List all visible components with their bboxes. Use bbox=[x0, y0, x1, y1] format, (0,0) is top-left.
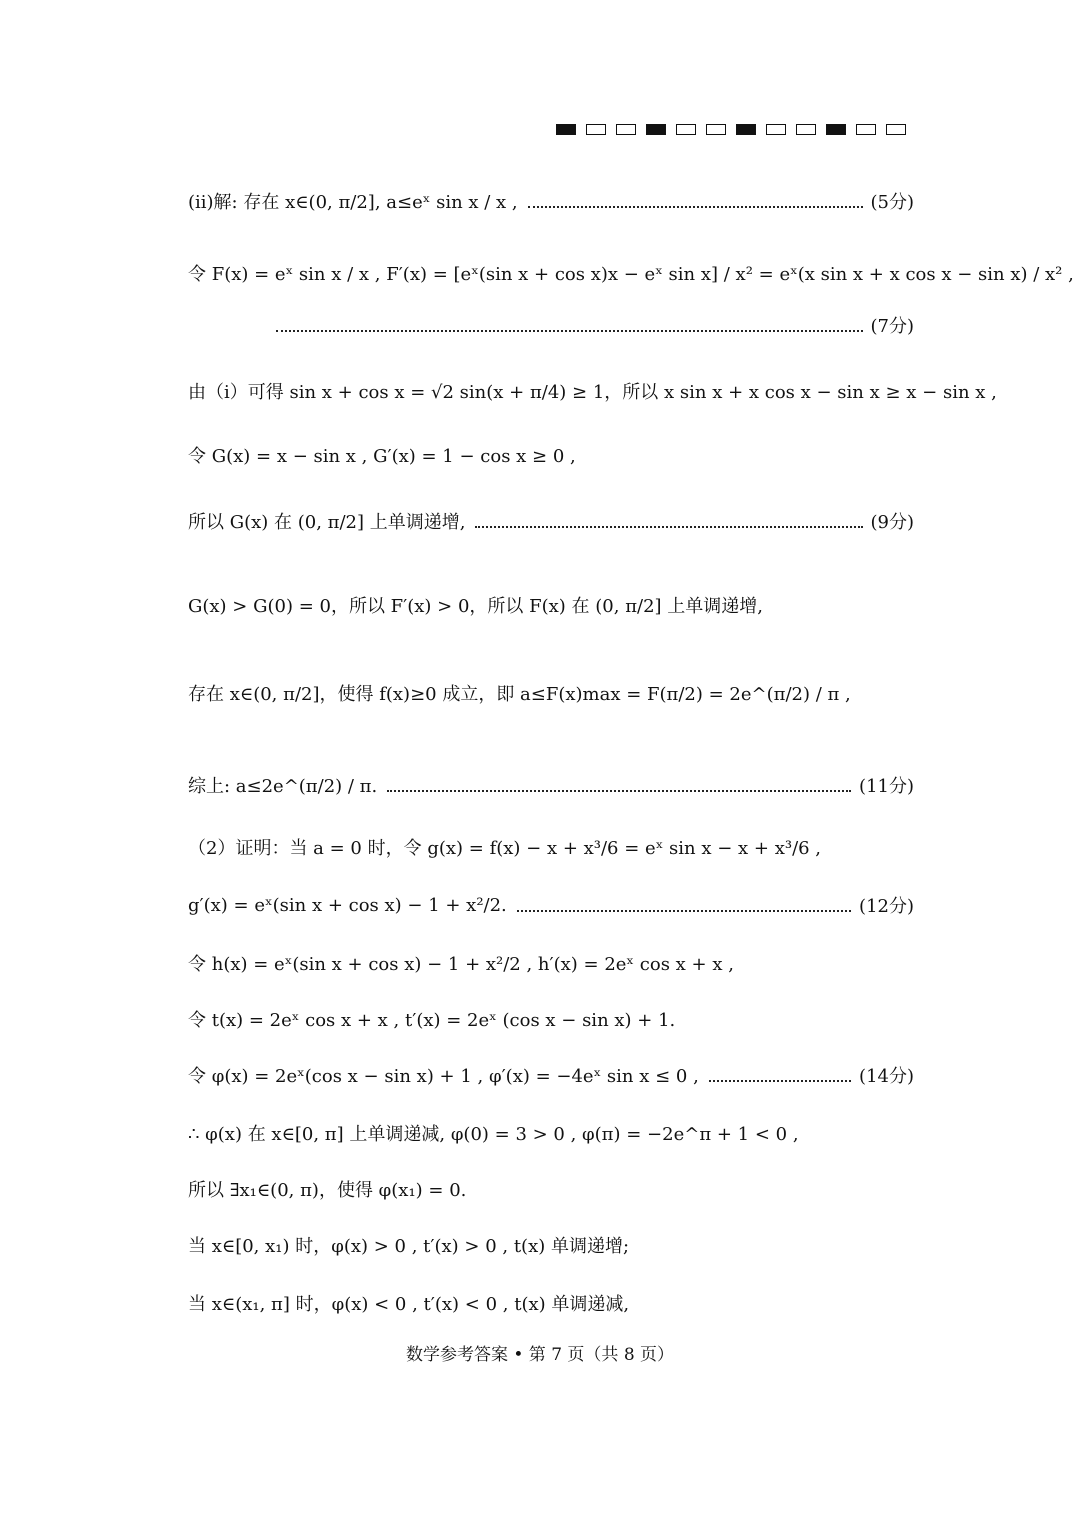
line-text: 存在 x∈(0, π/2]，使得 f(x)≥0 成立，即 a≤F(x)max = F(π/2) = 2e^(π/2) / π , bbox=[188, 684, 851, 705]
define-phi-line bbox=[188, 1062, 914, 1088]
part-2-line bbox=[188, 834, 914, 860]
exists-x1-line bbox=[188, 1176, 914, 1202]
line-text: 当 x∈[0, x₁) 时，φ(x) > 0 , t′(x) > 0 , t(x) 单调递增; bbox=[188, 1236, 630, 1257]
page-footer: 数学参考答案 • 第 7 页（共 8 页） bbox=[405, 1345, 675, 1365]
marker-block bbox=[886, 124, 906, 135]
case-decreasing-line bbox=[188, 1290, 914, 1316]
score-label: (5分) bbox=[870, 192, 914, 213]
line-text: ∴ φ(x) 在 x∈[0, π] 上单调递减, φ(0) = 3 > 0 , φ(π) = −2e^π + 1 < 0 , bbox=[188, 1124, 799, 1145]
line-text: 令 t(x) = 2eˣ cos x + x , t′(x) = 2eˣ (cos x − sin x) + 1. bbox=[188, 1010, 676, 1031]
define-h-line bbox=[188, 950, 914, 976]
line-text: (ii)解: 存在 x∈(0, π/2], a≤eˣ sin x / x , bbox=[188, 192, 518, 213]
score-label: (7分) bbox=[870, 316, 914, 337]
score-label: (9分) bbox=[870, 512, 914, 533]
line-text: 令 F(x) = eˣ sin x / x , F′(x) = [eˣ(sin x + cos x)x − eˣ sin x] / x² = eˣ(x sin x + x cos x − sin x) / x² , bbox=[188, 264, 1074, 285]
case-increasing-line bbox=[188, 1232, 914, 1258]
solution-line-ii bbox=[188, 188, 914, 214]
marker-block bbox=[676, 124, 696, 135]
header-marker-strip bbox=[556, 124, 906, 135]
summary-line bbox=[188, 772, 914, 798]
line-text: 令 h(x) = eˣ(sin x + cos x) − 1 + x²/2 , h′(x) = 2eˣ cos x + x , bbox=[188, 954, 734, 975]
define-t-line bbox=[188, 1006, 914, 1032]
line-text: G(x) > G(0) = 0，所以 F′(x) > 0，所以 F(x) 在 (0, π/2] 上单调递增, bbox=[188, 596, 764, 617]
line-text: 由（i）可得 sin x + cos x = √2 sin(x + π/4) ≥ 1，所以 x sin x + x cos x − sin x ≥ x − sin x , bbox=[188, 382, 997, 403]
leader-dots bbox=[475, 526, 862, 528]
marker-block bbox=[796, 124, 816, 135]
define-G-line bbox=[188, 442, 914, 468]
define-F-line bbox=[188, 260, 1074, 286]
line-text: g′(x) = eˣ(sin x + cos x) − 1 + x²/2. bbox=[188, 894, 507, 916]
leader-dots bbox=[709, 1080, 851, 1082]
marker-block bbox=[646, 124, 666, 135]
phi-decreasing-line bbox=[188, 1120, 914, 1146]
line-text: 所以 ∃x₁∈(0, π)，使得 φ(x₁) = 0. bbox=[188, 1180, 467, 1201]
marker-block bbox=[616, 124, 636, 135]
score-label: (14分) bbox=[859, 1066, 914, 1087]
marker-block bbox=[766, 124, 786, 135]
from-i-line bbox=[188, 378, 997, 404]
marker-block bbox=[856, 124, 876, 135]
score-label: (11分) bbox=[859, 776, 914, 797]
leader-dots bbox=[387, 790, 851, 792]
score-7-line bbox=[276, 312, 914, 338]
marker-block bbox=[706, 124, 726, 135]
line-text: 所以 G(x) 在 (0, π/2] 上单调递增, bbox=[188, 512, 466, 533]
exists-x-line bbox=[188, 680, 914, 706]
line-text: 综上: a≤2e^(π/2) / π. bbox=[188, 776, 378, 797]
g-prime-line bbox=[188, 892, 914, 918]
line-text: 当 x∈(x₁, π] 时，φ(x) < 0 , t′(x) < 0 , t(x) 单调递减, bbox=[188, 1294, 630, 1315]
F-increasing-line bbox=[188, 592, 914, 618]
line-text: 令 G(x) = x − sin x , G′(x) = 1 − cos x ≥ 0 , bbox=[188, 446, 576, 467]
marker-block bbox=[736, 124, 756, 135]
leader-dots bbox=[276, 330, 863, 332]
marker-block bbox=[556, 124, 576, 135]
score-label: (12分) bbox=[859, 896, 914, 917]
G-increasing-line bbox=[188, 508, 914, 534]
marker-block bbox=[586, 124, 606, 135]
marker-block bbox=[826, 124, 846, 135]
line-text: 令 φ(x) = 2eˣ(cos x − sin x) + 1 , φ′(x) = −4eˣ sin x ≤ 0 , bbox=[188, 1066, 699, 1087]
leader-dots bbox=[528, 206, 863, 208]
leader-dots bbox=[517, 910, 851, 912]
line-text: （2）证明：当 a = 0 时，令 g(x) = f(x) − x + x³/6 = eˣ sin x − x + x³/6 , bbox=[188, 838, 822, 859]
